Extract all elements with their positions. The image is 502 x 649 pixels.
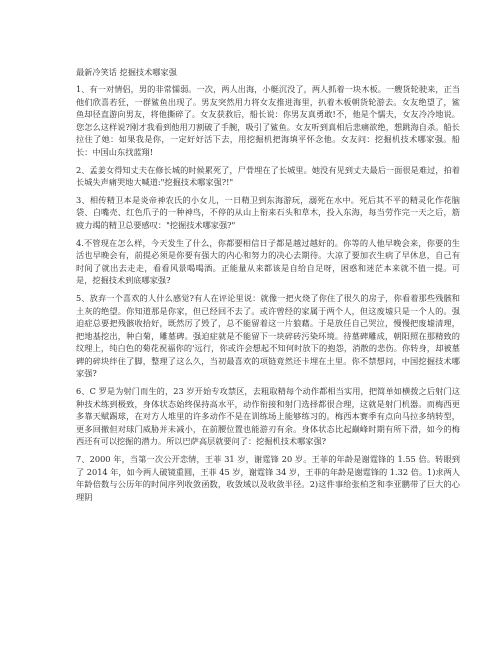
paragraph-4: 4.不管现在怎么样，今天发生了什么，你都要相信日子都是越过越好的。你等的人他早晚会来，你要的生活也早晚会有，前提必须是你要有强大的内心和努力的决心去期待。大凉了要加衣生病了早休息，自己有时间了就出去走走，看看风景喝喝酒。正能量从来都该是自给自足呀，困惑和迷茫本来就不值一提。可是，挖掘技术到底哪家强? — [76, 237, 460, 286]
paragraph-5: 5、放弃一个喜欢的人什么感觉?有人在评论里说：就像一把火烧了你住了很久的房子，你看着那些残骸和土灰的绝望。你知道那是你家，但已经回不去了。或许曾经的家属于两个人，但这废墟只是一个人的。强迫症总要把残骸收拾好，既然厉了毁了，总不能留着这一片狼藉。于是放任自己哭泣，慢慢把废墟清理，把地基挖出，种白菊，雕墓碑。强迫症就是不能留下一块碎砖污染环境。待墓碑雕成，朝阳照在那精致的纹理上，纯白色的菊花祝福你的'远行，你或许会想起不知何时放下的抱怨，消散的悲伤。你转身，却被墓碑的碎块绊住了脚，整理了这么久，当初最喜欢的项链竟然还卡埋在土里。你不禁想问，中国挖掘技术哪家强? — [76, 292, 460, 379]
document-title: 最新冷笑话 挖掘技术哪家强 — [76, 67, 177, 77]
paragraph-7: 7、2000 年，当第一次公开恋情，王菲 31 岁，谢霆锋 20 岁。王菲的年龄是谢霆锋的 1.55 倍。转眼到了 2014 年，如今两人破镜重圆，王菲 45 岁，谢霆锋 34 岁，王菲的年龄是谢霆锋的 1.32 倍。1)求两人年龄倍数与公历年的时间序列收敛函数，收敛域以及收敛半径。2)这件事给张柏芝和李亚鹏带了巨大的心理阴 — [76, 454, 460, 502]
paragraph-2: 2、孟姜女得知丈夫在修长城的时候累死了，尸骨埋在了长城里。她没有见到丈夫最后一面很是难过，拍着长城失声痛哭地大喊道:"挖掘技术哪家强?!" — [76, 164, 460, 188]
paragraph-1: 1、有一对情侣，男的非常懦弱。一次，两人出海，小艇沉没了，两人抓着一块木板。一艘货轮驶来，正当他们欣喜若狂，一群鲨鱼出现了。男友突然用力将女友推进海里，扒着木板朝货轮游去。女友绝望了，鲨鱼却径直游向男友，将他撕碎了。女友获救后，船长说：你男友真勇敢!不，他是个懦夫，女友冷冷地说。您怎么这样说?刚才我看到他用刀割破了手腕，吸引了鲨鱼。女友听到真相后悲痛欲绝，想跳海自杀。船长拉住了她：如果我是你，一定好好活下去，用挖掘机把海填平怀念他。女友问：挖掘机技术哪家强。船长：中国山东找蓝翔! — [76, 84, 460, 157]
paragraph-6: 6、C 罗是为射门而生的，23 岁开始专攻禁区，去粗取精每个动作都相当实用，把简单如横拨之后射门这种技术练到极致，身体状态始终保持高水平，动作衔接和射门选择都很合理，这就是射门机器。而梅西更多靠天赋踢球，在对方人堆里的许多动作不是在训练场上能够练习的。梅西本赛季有点向马拉多纳转型，更多回撤但对球门威胁并未减小，在前腰位置也能游刃有余。身体状态比起巅峰时期有所下滑，如今的梅西还有可以挖掘的潜力。所以巴萨高层就要问了：挖掘机技术哪家强? — [76, 386, 460, 447]
paragraph-3: 3、相传精卫本是炎帝神农氏的小女儿，一日精卫到东海游玩，溺死在水中。死后其不平的精灵化作花脑袋、白嘴壳、红色爪子的一种神鸟，不停的从山上衔来石头和草木，投入东海，每当劳作完一天之后，筋疲力竭的精卫总要感叹："挖掘技术哪家强?" — [76, 194, 460, 230]
